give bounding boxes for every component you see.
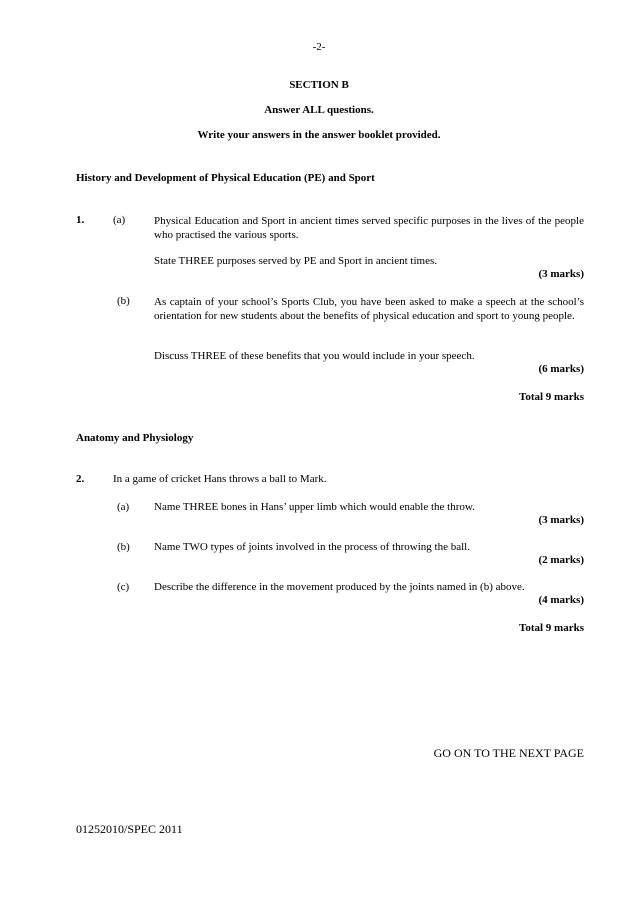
- question-2c-text: Describe the difference in the movement produced by the joints named in (b) above.: [154, 581, 525, 593]
- footer-exam-code: 01252010/SPEC 2011: [76, 822, 183, 836]
- question-1-number: 1.: [76, 214, 85, 226]
- question-1b-marks: (6 marks): [538, 363, 584, 375]
- question-2b-text: Name TWO types of joints involved in the process of throwing the ball.: [154, 541, 470, 553]
- section-title: SECTION B: [289, 79, 349, 91]
- question-1a-label: (a): [113, 214, 126, 226]
- question-2a-text: Name THREE bones in Hans’ upper limb which would enable the throw.: [154, 501, 475, 513]
- question-2a-marks: (3 marks): [538, 514, 584, 526]
- question-2c-label: (c): [117, 581, 130, 593]
- question-1a-task: State THREE purposes served by PE and Sport in ancient times.: [154, 255, 438, 267]
- instruction-answer-booklet: Write your answers in the answer booklet provided.: [197, 129, 441, 141]
- instruction-answer-all: Answer ALL questions.: [264, 104, 374, 116]
- topic-heading-history: History and Development of Physical Education (PE) and Sport: [76, 172, 375, 184]
- footer-next-page: GO ON TO THE NEXT PAGE: [433, 746, 584, 760]
- question-2a-label: (a): [117, 501, 130, 513]
- page-number: -2-: [312, 41, 326, 53]
- question-1-total: Total 9 marks: [519, 391, 584, 403]
- question-1b-task: Discuss THREE of these benefits that you would include in your speech.: [154, 350, 475, 362]
- question-1b-text: As captain of your school’s Sports Club, you have been asked to make a speech at the school’s orientation for new students about the benefits of physical education and sport to young people.: [154, 296, 584, 322]
- question-1a-text: Physical Education and Sport in ancient times served specific purposes in the lives of the people who practised the various sports.: [154, 215, 584, 241]
- question-2c-marks: (4 marks): [538, 594, 584, 606]
- question-2b-marks: (2 marks): [538, 554, 584, 566]
- topic-heading-anatomy: Anatomy and Physiology: [76, 432, 194, 444]
- question-2-stem: In a game of cricket Hans throws a ball to Mark.: [113, 473, 327, 485]
- question-2-number: 2.: [76, 473, 85, 485]
- question-2b-label: (b): [117, 541, 130, 553]
- question-1b-label: (b): [117, 295, 130, 307]
- question-2-total: Total 9 marks: [519, 622, 584, 634]
- question-1a-marks: (3 marks): [538, 268, 584, 280]
